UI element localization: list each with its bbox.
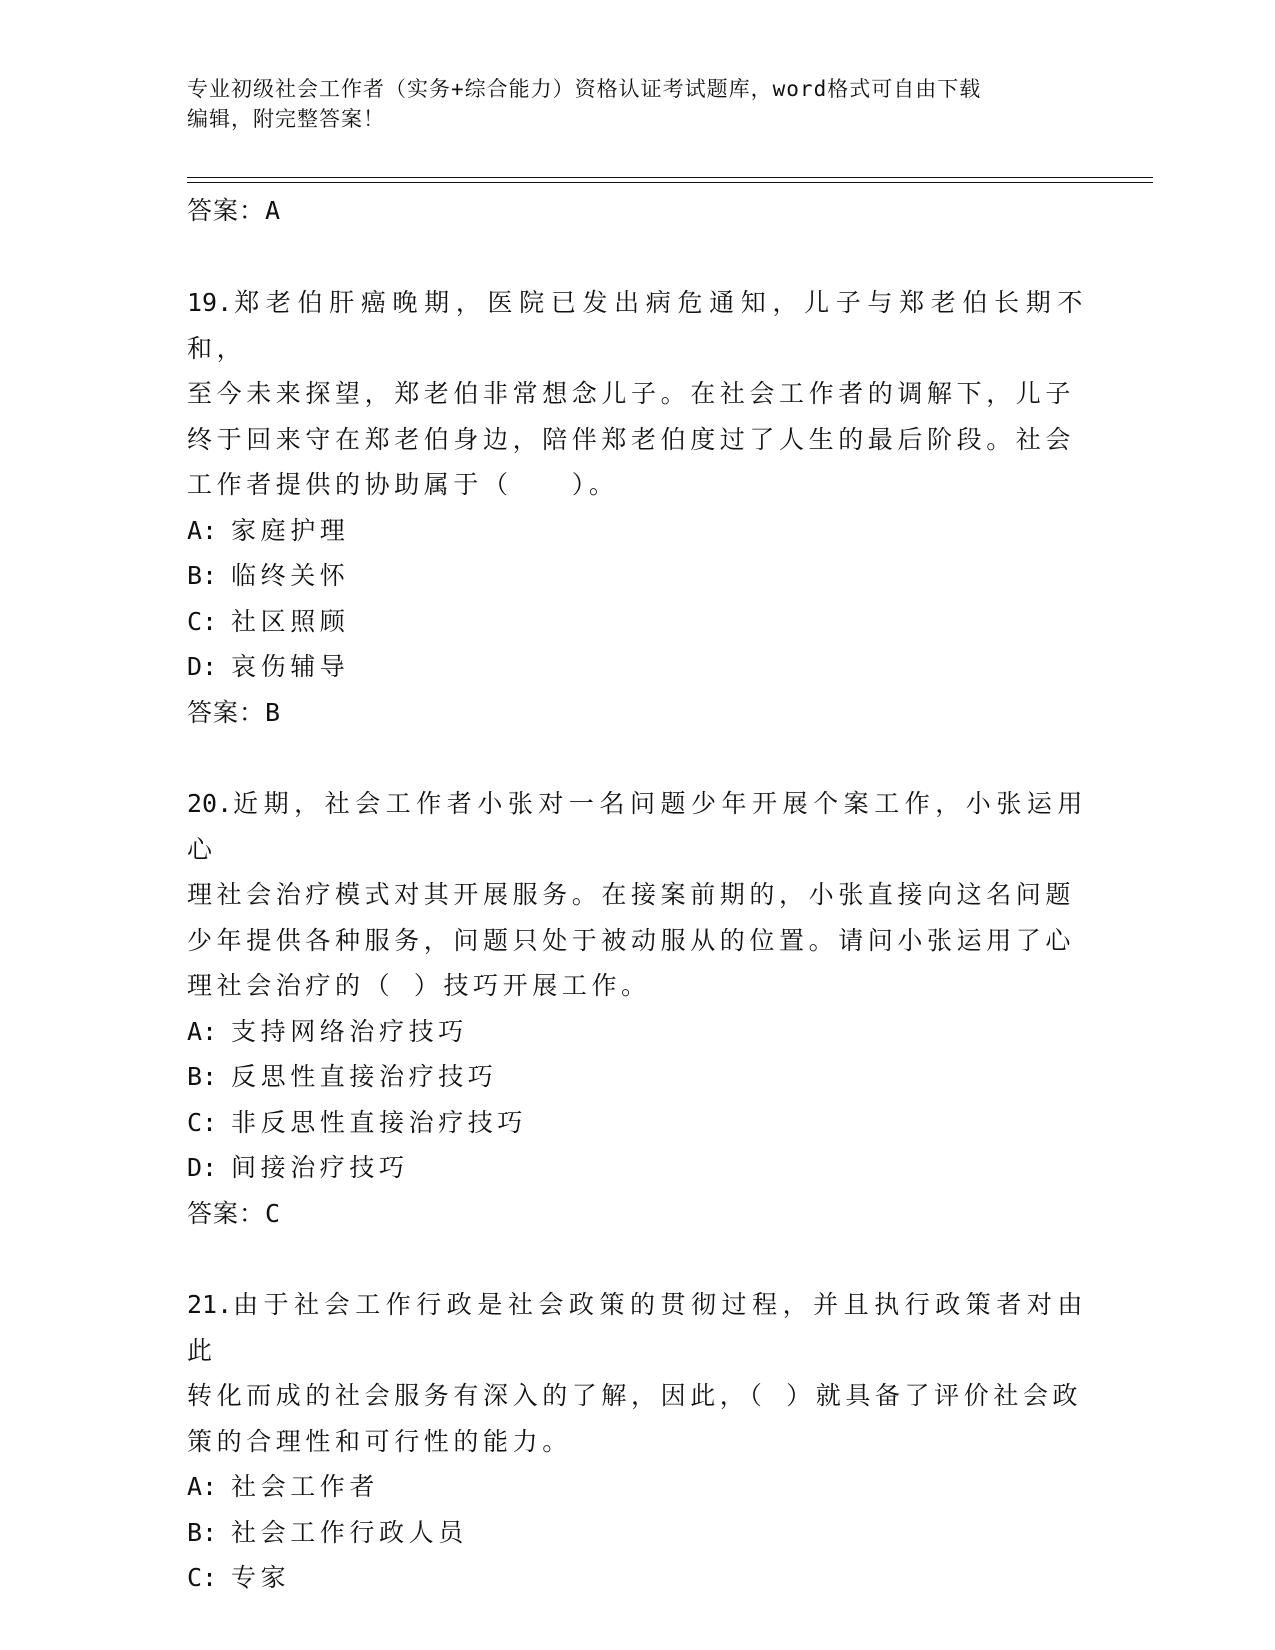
option-key: D: <box>187 1153 218 1182</box>
option-key: A: <box>187 1472 218 1501</box>
question-number: 20. <box>187 789 233 818</box>
option-c <box>187 1100 1087 1146</box>
question-21 <box>187 1282 1087 1601</box>
option-key: C: <box>187 1563 218 1592</box>
option-key: A: <box>187 1016 218 1046</box>
option-text: 间接治疗技巧 <box>231 1153 409 1182</box>
answer-label: 答案： <box>187 1198 266 1228</box>
answer-value: A <box>265 196 282 225</box>
answer-value: B <box>265 697 282 727</box>
question-line: 由于社会工作行政是社会政策的贯彻过程，并且执行政策者对由此 <box>187 1290 1087 1365</box>
question-21-stem <box>187 1282 1087 1464</box>
question-list <box>187 188 1087 1601</box>
question-line: 至今未来探望，郑老伯非常想念儿子。在社会工作者的调解下，儿子 <box>187 379 1076 408</box>
question-line: 近期，社会工作者小张对一名问题少年开展个案工作，小张运用心 <box>187 789 1087 864</box>
question-line: 理社会治疗模式对其开展服务。在接案前期的，小张直接向这名问题 <box>187 880 1076 909</box>
question-19-answer <box>187 690 1087 736</box>
option-b <box>187 1510 1087 1556</box>
option-key: A: <box>187 515 218 545</box>
page-header <box>187 74 1087 134</box>
question-19 <box>187 280 1087 735</box>
option-c <box>187 599 1087 645</box>
option-a <box>187 1009 1087 1055</box>
option-key: B: <box>187 561 218 590</box>
option-a <box>187 1464 1087 1510</box>
option-key: C: <box>187 606 218 636</box>
question-line: 少年提供各种服务，问题只处于被动服从的位置。请问小张运用了心 <box>187 925 1076 955</box>
option-key: B: <box>187 1062 218 1091</box>
option-b <box>187 553 1087 599</box>
option-b <box>187 1054 1087 1100</box>
header-line-2: 编辑，附完整答案！ <box>187 107 385 131</box>
question-20-answer <box>187 1191 1087 1237</box>
question-20 <box>187 781 1087 1236</box>
option-d <box>187 644 1087 690</box>
option-text: 非反思性直接治疗技巧 <box>231 1107 528 1137</box>
option-text: 社区照顾 <box>231 606 350 636</box>
question-line: 终于回来守在郑老伯身边，陪伴郑老伯度过了人生的最后阶段。社会 <box>187 424 1076 454</box>
question-19-stem <box>187 280 1087 508</box>
option-text: 临终关怀 <box>231 561 350 590</box>
option-text: 家庭护理 <box>231 515 350 545</box>
option-key: B: <box>187 1517 218 1547</box>
question-line: 转化而成的社会服务有深入的了解，因此，（ ）就具备了评价社会政 <box>187 1381 1083 1410</box>
option-key: D: <box>187 652 218 681</box>
option-text: 支持网络治疗技巧 <box>231 1016 468 1046</box>
option-text: 反思性直接治疗技巧 <box>231 1062 498 1091</box>
option-d <box>187 1145 1087 1191</box>
question-line: 工作者提供的协助属于（ ）。 <box>187 470 619 499</box>
header-line-1: 专业初级社会工作者（实务+综合能力）资格认证考试题库，word格式可自由下载 <box>187 77 982 101</box>
option-text: 社会工作行政人员 <box>231 1517 468 1547</box>
header-divider-bottom <box>187 182 1153 183</box>
question-20-stem <box>187 781 1087 1009</box>
answer-label: 答案： <box>187 196 266 225</box>
question-number: 21. <box>187 1290 233 1319</box>
previous-answer <box>187 188 1087 234</box>
question-line: 理社会治疗的（ ）技巧开展工作。 <box>187 971 651 1000</box>
question-line: 策的合理性和可行性的能力。 <box>187 1426 572 1456</box>
header-divider-top <box>187 177 1153 178</box>
option-text: 专家 <box>231 1563 291 1592</box>
option-text: 社会工作者 <box>231 1472 380 1501</box>
question-line: 郑老伯肝癌晚期，医院已发出病危通知，儿子与郑老伯长期不和， <box>187 288 1087 363</box>
answer-label: 答案： <box>187 697 266 727</box>
option-key: C: <box>187 1107 218 1137</box>
option-c <box>187 1555 1087 1601</box>
answer-value: C <box>265 1198 282 1228</box>
option-text: 哀伤辅导 <box>231 652 350 681</box>
question-number: 19. <box>187 288 233 317</box>
option-a <box>187 508 1087 554</box>
